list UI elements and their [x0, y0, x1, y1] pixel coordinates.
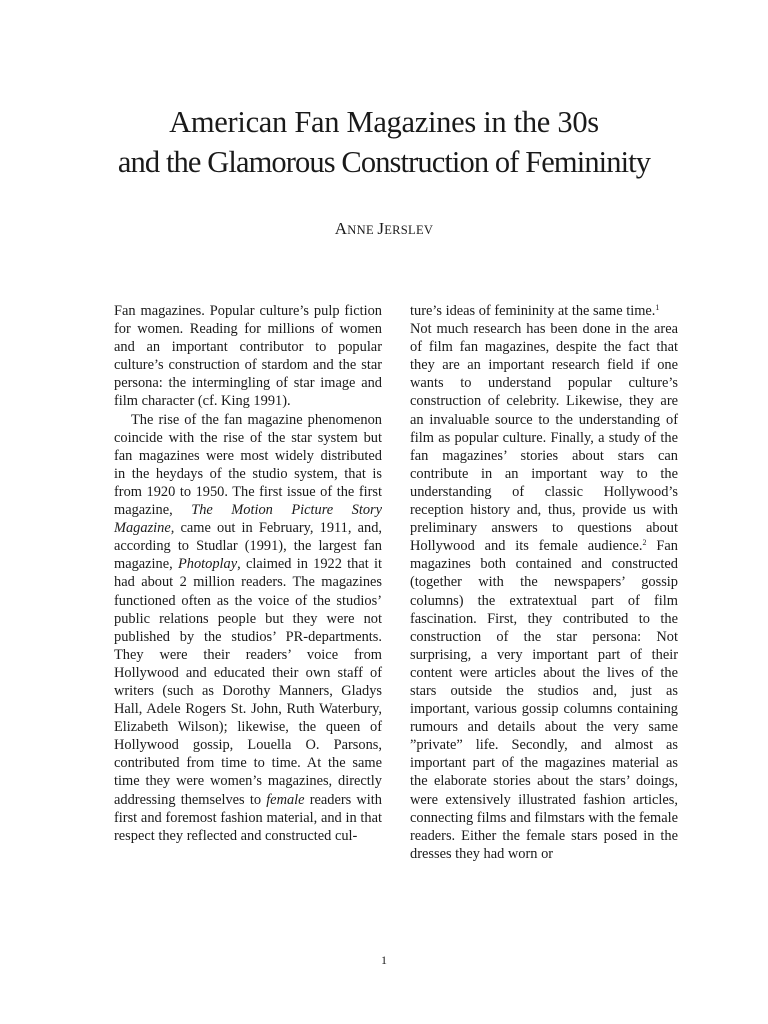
author-last-rest: ERSLEV [384, 223, 434, 237]
footnote-marker-1[interactable]: 1 [655, 303, 660, 312]
magazine-title-motion-picture: The Motion Picture Story Magazine, [114, 502, 383, 537]
author-last-initial: J [377, 219, 385, 238]
title-line-2: and the Glamorous Construction of Femininity [117, 144, 651, 179]
right-paragraph-2 [410, 320, 678, 863]
right-p2-text-b: Fan magazines both contained and constructed (together with the newspapers’ gossip columns) the extratextual part of film fascination. First, they contributed to the construction of the star persona: Not surprising, a very important part of their content were articles about the lives of the stars outside the studios and, just as important, various gossip columns containing rumours and details about the very same ”private” life. Secondly, and almost as important part of the magazines material as the elaborate stories about the stars’ doings, were extensively illustrated fashion articles, connecting films and filmstars with the female readers. Either the female stars posed in the dresses they had worn or [410, 538, 678, 862]
title-line-1: American Fan Magazines in the 30s [169, 105, 599, 139]
left-p2-text-b: came out in February, 1911, and, according to Studlar (1991), the largest fan magazine, [114, 520, 382, 573]
author-first-rest: NNE [347, 223, 378, 237]
author-name [0, 219, 768, 239]
left-p2-text-d: readers with first and foremost fashion material, and in that respect they reflected and constructed cul- [114, 791, 382, 844]
page-number: 1 [381, 953, 387, 967]
left-column [114, 302, 382, 845]
footnote-marker-2[interactable]: 2 [642, 538, 647, 548]
right-paragraph-1 [410, 302, 678, 320]
left-p2-text-a: The rise of the fan magazine phenomenon coincide with the rise of the star system but fan magazines were most widely distributed in the heydays of the studio system, that is from 1920 to 1950. The first issue of the first magazine, [114, 411, 382, 519]
magazine-title-photoplay: Photoplay [177, 556, 238, 573]
left-paragraph-1: Fan magazines. Popular culture’s pulp fiction for women. Reading for millions of women and an important contributor to popular culture’s construction of stardom and the star persona: the intermingling of star image and film character (cf. King 1991). [114, 303, 382, 410]
right-p2-text-a: Not much research has been done in the area of film fan magazines, despite the fact that they are an important research field if one wants to understand popular culture’s construction of celebrity. Likewise, they are an invaluable source to the understanding of film as popular culture. Finally, a study of the fan magazines’ stories about stars can contribute in an important way to the understanding of classic Hollywood’s reception history and, thus, provide us with preliminary answers to questions about Hollywood and its female audience. [410, 321, 678, 555]
right-column [410, 302, 678, 863]
emphasis-female: female [266, 791, 305, 808]
left-paragraph-2 [114, 411, 382, 845]
paper-title [0, 103, 768, 182]
author-first-initial: A [334, 219, 348, 238]
left-p2-text-c: , claimed in 1922 that it had about 2 million readers. The magazines functioned often as the voice of the studios’ public relations people but they were not published by the studios’ PR-departments. They were their readers’ voice from Hollywood and educated their own staff of writers (such as Dorothy Manners, Gladys Hall, Adele Rogers St. John, Ruth Waterbury, Elizabeth Wilson); likewise, the queen of Hollywood gossip, Louella O. Parsons, contributed from time to time. At the same time they were women’s magazines, directly addressing themselves to [114, 556, 382, 808]
right-p1-text: ture’s ideas of femininity at the same time. [410, 303, 656, 319]
